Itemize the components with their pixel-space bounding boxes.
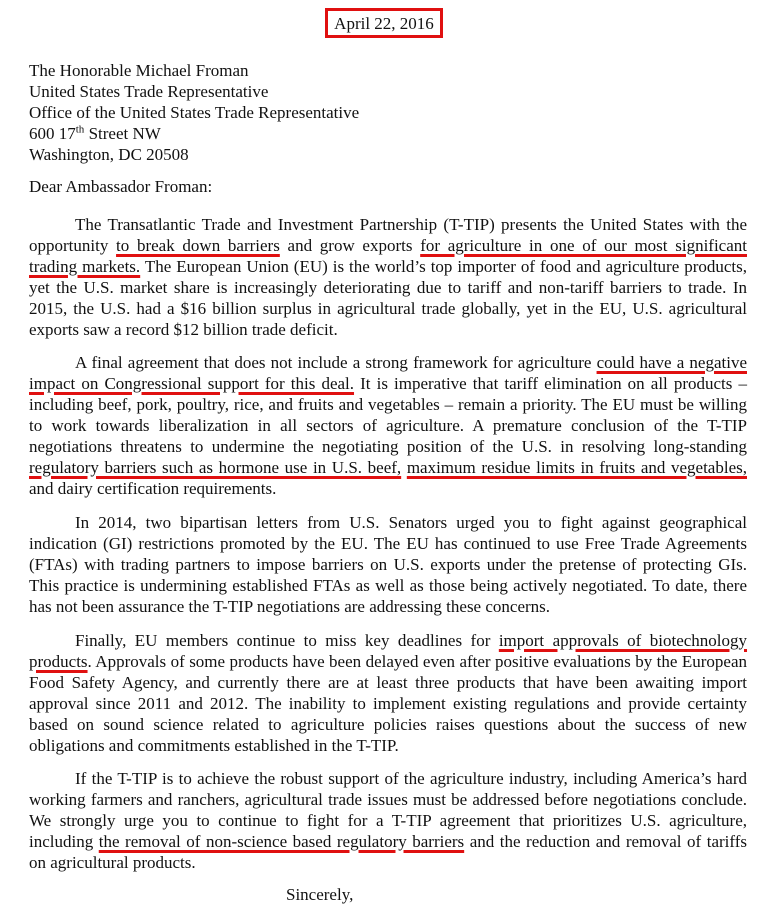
p5-text-1: If the T-TIP is to achieve the robust support of the agriculture industry, including America’s hard working farmers and ranchers, agricultural trade issues must be addressed before negotiations conclude. We strongly urge you to continue to fight for a T-TIP agreement that prioritizes U.S. agriculture, including xyxy=(29,769,747,851)
salutation: Dear Ambassador Froman: xyxy=(29,177,213,196)
paragraph-4 xyxy=(29,630,747,756)
p5-text-2: and the reduction and removal of tariffs on agricultural products. xyxy=(29,832,748,872)
p1-text-1: The Transatlantic Trade and Investment Partnership (T-TIP) presents the United States with the opportunity xyxy=(29,215,747,255)
paragraph-2 xyxy=(29,352,747,499)
recipient-name: The Honorable Michael Froman xyxy=(29,61,249,80)
paragraph-1 xyxy=(29,214,747,340)
street-name: Street NW xyxy=(84,124,161,143)
p1-text-2: and grow exports xyxy=(279,236,421,255)
p2-highlight-3: maximum residue limits in fruits and vegetables, xyxy=(406,458,747,477)
p1-highlight-1: to break down barriers xyxy=(116,236,280,255)
p2-text-1: A final agreement that does not include a strong framework for agriculture xyxy=(75,353,597,372)
recipient-city: Washington, DC 20508 xyxy=(29,145,189,164)
p3-text: In 2014, two bipartisan letters from U.S. Senators urged you to fight against geographical indication (GI) restrictions promoted by the EU. The EU has continued to use Free Trade Agreements (FTAs) with trading partners to impose barriers on U.S. exports under the pretense of protecting GIs. This practice is undermining established FTAs as well as those being actively negotiated. To date, there has not been assurance the T-TIP negotiations are addressing these concerns. xyxy=(29,513,747,616)
p4-text-1: Finally, EU members continue to miss key deadlines for xyxy=(75,631,499,650)
recipient-title: United States Trade Representative xyxy=(29,82,269,101)
p5-highlight-1: the removal of non-science based regulatory barriers xyxy=(98,832,465,851)
letter-date: April 22, 2016 xyxy=(334,13,434,33)
recipient-address xyxy=(29,60,629,165)
p2-text-2: It is imperative that tariff elimination on all products – including beef, pork, poultry, rice, and fruits and vegetables – remain a priority. The EU must be willing to work towards liberalization in all sectors of agriculture. A premature conclusion of the T-TIP negotiations threatens to undermine the negotiating position of the U.S. in resolving long-standing xyxy=(29,374,747,456)
p4-text-2: . Approvals of some products have been delayed even after positive evaluations by the European Food Safety Agency, and currently there are at least three products that have been awaiting import approval since 2011 and 2012. The inability to implement existing regulations and provide certainty based on sound science related to agriculture policies raises questions about the success of new obligations and commitments established in the T-TIP. xyxy=(29,652,747,755)
p1-text-3: The European Union (EU) is the world’s top importer of food and agriculture products, yet the U.S. market share is increasingly deteriorating due to tariff and non-tariff barriers to trade. In 2015, the U.S. had a $16 billion surplus in agricultural trade globally, yet in the EU, U.S. agricultural exports saw a record $12 billion trade deficit. xyxy=(29,257,748,339)
paragraph-3 xyxy=(29,512,747,617)
recipient-street xyxy=(29,123,629,144)
date-highlight-box xyxy=(325,8,443,38)
recipient-office: Office of the United States Trade Representative xyxy=(29,103,360,122)
paragraph-5 xyxy=(29,768,747,873)
street-number: 600 17 xyxy=(29,124,76,143)
p1-highlight-2: for agriculture in one of our most significant trading markets. xyxy=(29,236,747,276)
p2-text-4: and dairy certification requirements. xyxy=(29,479,277,498)
closing: Sincerely, xyxy=(286,885,354,904)
p2-highlight-1: could have a negative impact on Congressional support for this deal. xyxy=(29,353,747,393)
p2-highlight-2: regulatory barriers such as hormone use in U.S. beef, xyxy=(29,458,402,477)
street-suffix: th xyxy=(75,123,85,136)
p4-highlight-1: import approvals of biotechnology products xyxy=(29,631,748,671)
